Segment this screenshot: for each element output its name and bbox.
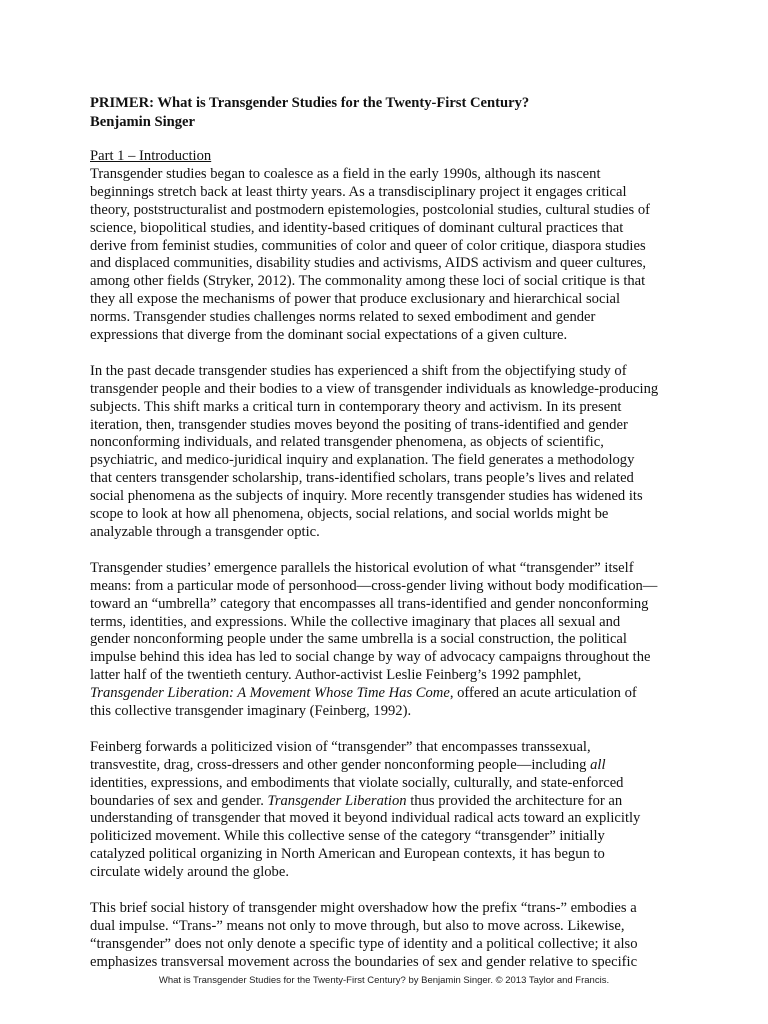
text-line [90,488,690,506]
text-line [90,757,690,775]
text-segment: theory, poststructuralist and postmodern epistemologies, postcolonial studies, cultural studies of [90,201,651,218]
text-line [90,846,690,864]
text-line [90,810,690,828]
text-segment: they all expose the mechanisms of power that produce exclusionary and hierarchical social [90,291,621,308]
text-line [90,900,690,918]
text-segment: In the past decade transgender studies has experienced a shift from the objectifying study of [90,362,627,379]
text-segment: this collective transgender imaginary (Feinberg, 1992). [90,703,412,720]
text-segment: and displaced communities, disability studies and activisms, AIDS activism and queer cultures, [90,255,647,272]
text-line [90,596,690,614]
text-line [90,631,690,649]
text-line [90,936,690,954]
text-segment: expressions that diverge from the dominant social expectations of a given culture. [90,327,568,344]
italic-text: Transgender Liberation [267,792,407,809]
text-line [90,775,690,793]
document-title: PRIMER: What is Transgender Studies for the Twenty-First Century? [90,95,530,111]
text-line [90,793,690,811]
text-segment: among other fields (Stryker, 2012). The commonality among these loci of social critique is that [90,273,646,290]
paragraph [90,739,690,882]
italic-text: Transgender Liberation: A Movement Whose Time Has Come [90,685,450,702]
text-segment: transvestite, drag, cross-dressers and other gender nonconforming people—including [90,756,591,773]
text-line [90,614,690,632]
text-line [90,327,690,345]
text-segment: boundaries of sex and gender. [90,792,268,809]
text-segment: , offered an acute articulation of [449,685,637,702]
text-segment: Transgender studies began to coalesce as a field in the early 1990s, although its nascent [90,165,601,182]
text-line [90,506,690,524]
text-segment: identities, expressions, and embodiments that violate socially, culturally, and state-enforced [90,774,624,791]
text-segment: impulse behind this idea has led to social change by way of advocacy campaigns throughout the [90,649,651,666]
document-page [90,94,690,990]
text-line [90,739,690,757]
text-segment: circulate widely around the globe. [90,864,289,881]
paragraph [90,166,690,345]
text-segment: emphasizes transversal movement across the boundaries of sex and gender relative to specific [90,953,638,970]
paragraph [90,560,690,721]
text-segment: transgender people and their bodies to a view of transgender individuals as knowledge-producing [90,380,659,397]
text-line [90,864,690,882]
text-line [90,273,690,291]
italic-text: all [590,756,606,773]
text-line [90,452,690,470]
paragraph [90,900,690,972]
text-segment: “transgender” does not only denote a specific type of identity and a political collective; it also [90,935,638,952]
text-segment: beginnings stretch back at least thirty years. As a transdisciplinary project it engages critical [90,183,627,200]
text-line [90,434,690,452]
text-segment: dual impulse. “Trans-” means not only to move through, but also to move across. Likewise, [90,917,625,934]
text-segment: science, biopolitical studies, and identity-based critiques of dominant cultural practices that [90,219,624,236]
text-line [90,918,690,936]
text-line [90,417,690,435]
text-segment: scope to look at how all phenomena, objects, social relations, and social worlds might be [90,506,609,523]
text-line [90,828,690,846]
text-segment: gender nonconforming people under the same umbrella is a social construction, the political [90,631,627,648]
text-line [90,560,690,578]
text-segment: means: from a particular mode of personhood—cross-gender living without body modification— [90,577,658,594]
text-line [90,166,690,184]
text-line [90,363,690,381]
text-line [90,220,690,238]
text-line [90,309,690,327]
text-segment: This brief social history of transgender might overshadow how the prefix “trans-” embodies a [90,900,637,916]
text-segment: terms, identities, and expressions. While the collective imaginary that places all sexual and [90,613,621,630]
page-footer: What is Transgender Studies for the Twenty-First Century? by Benjamin Singer. © 2013 Taylor and Francis. [158,975,610,986]
text-segment: catalyzed political organizing in North American and European contexts, it has begun to [90,846,605,863]
text-segment: iteration, then, transgender studies moves beyond the positing of trans-identified and gender [90,416,628,433]
text-line [90,954,690,972]
paragraph [90,363,690,542]
text-segment: psychiatric, and medico-juridical inquiry and explanation. The field generates a methodology [90,452,635,469]
text-line [90,291,690,309]
text-line [90,399,690,417]
text-segment: Transgender studies’ emergence parallels the historical evolution of what “transgender” itself [90,559,634,576]
text-segment: Feinberg forwards a politicized vision of “transgender” that encompasses transsexual, [90,738,591,755]
text-segment: latter half of the twentieth century. Author-activist Leslie Feinberg’s 1992 pamphlet, [90,667,582,684]
text-line [90,255,690,273]
text-line [90,524,690,542]
body-text [90,166,690,972]
text-line [90,202,690,220]
text-segment: analyzable through a transgender optic. [90,524,320,541]
text-line [90,578,690,596]
text-segment: social phenomena as the subjects of inquiry. More recently transgender studies has widened its [90,488,643,505]
text-segment: thus provided the architecture for an [406,792,623,809]
section-heading: Part 1 – Introduction [90,148,212,164]
text-line [90,184,690,202]
text-segment: subjects. This shift marks a critical turn in contemporary theory and activism. In its present [90,398,622,415]
text-line [90,470,690,488]
text-line [90,667,690,685]
text-line [90,649,690,667]
text-segment: derive from feminist studies, communities of color and queer of color critique, diaspora studies [90,237,646,254]
text-line [90,685,690,703]
text-segment: norms. Transgender studies challenges norms related to sexed embodiment and gender [90,309,596,326]
text-segment: that centers transgender scholarship, trans-identified scholars, trans people’s lives and related [90,470,634,487]
document-author: Benjamin Singer [90,113,195,130]
text-line [90,703,690,721]
text-segment: nonconforming individuals, and related transgender phenomena, as objects of scientific, [90,434,604,451]
text-segment: understanding of transgender that moved it beyond individual radical acts toward an explicitly [90,810,641,827]
text-line [90,238,690,256]
text-segment: toward an “umbrella” category that encompasses all trans-identified and gender nonconforming [90,595,649,612]
text-line [90,381,690,399]
text-segment: politicized movement. While this collective sense of the category “transgender” initially [90,828,605,845]
